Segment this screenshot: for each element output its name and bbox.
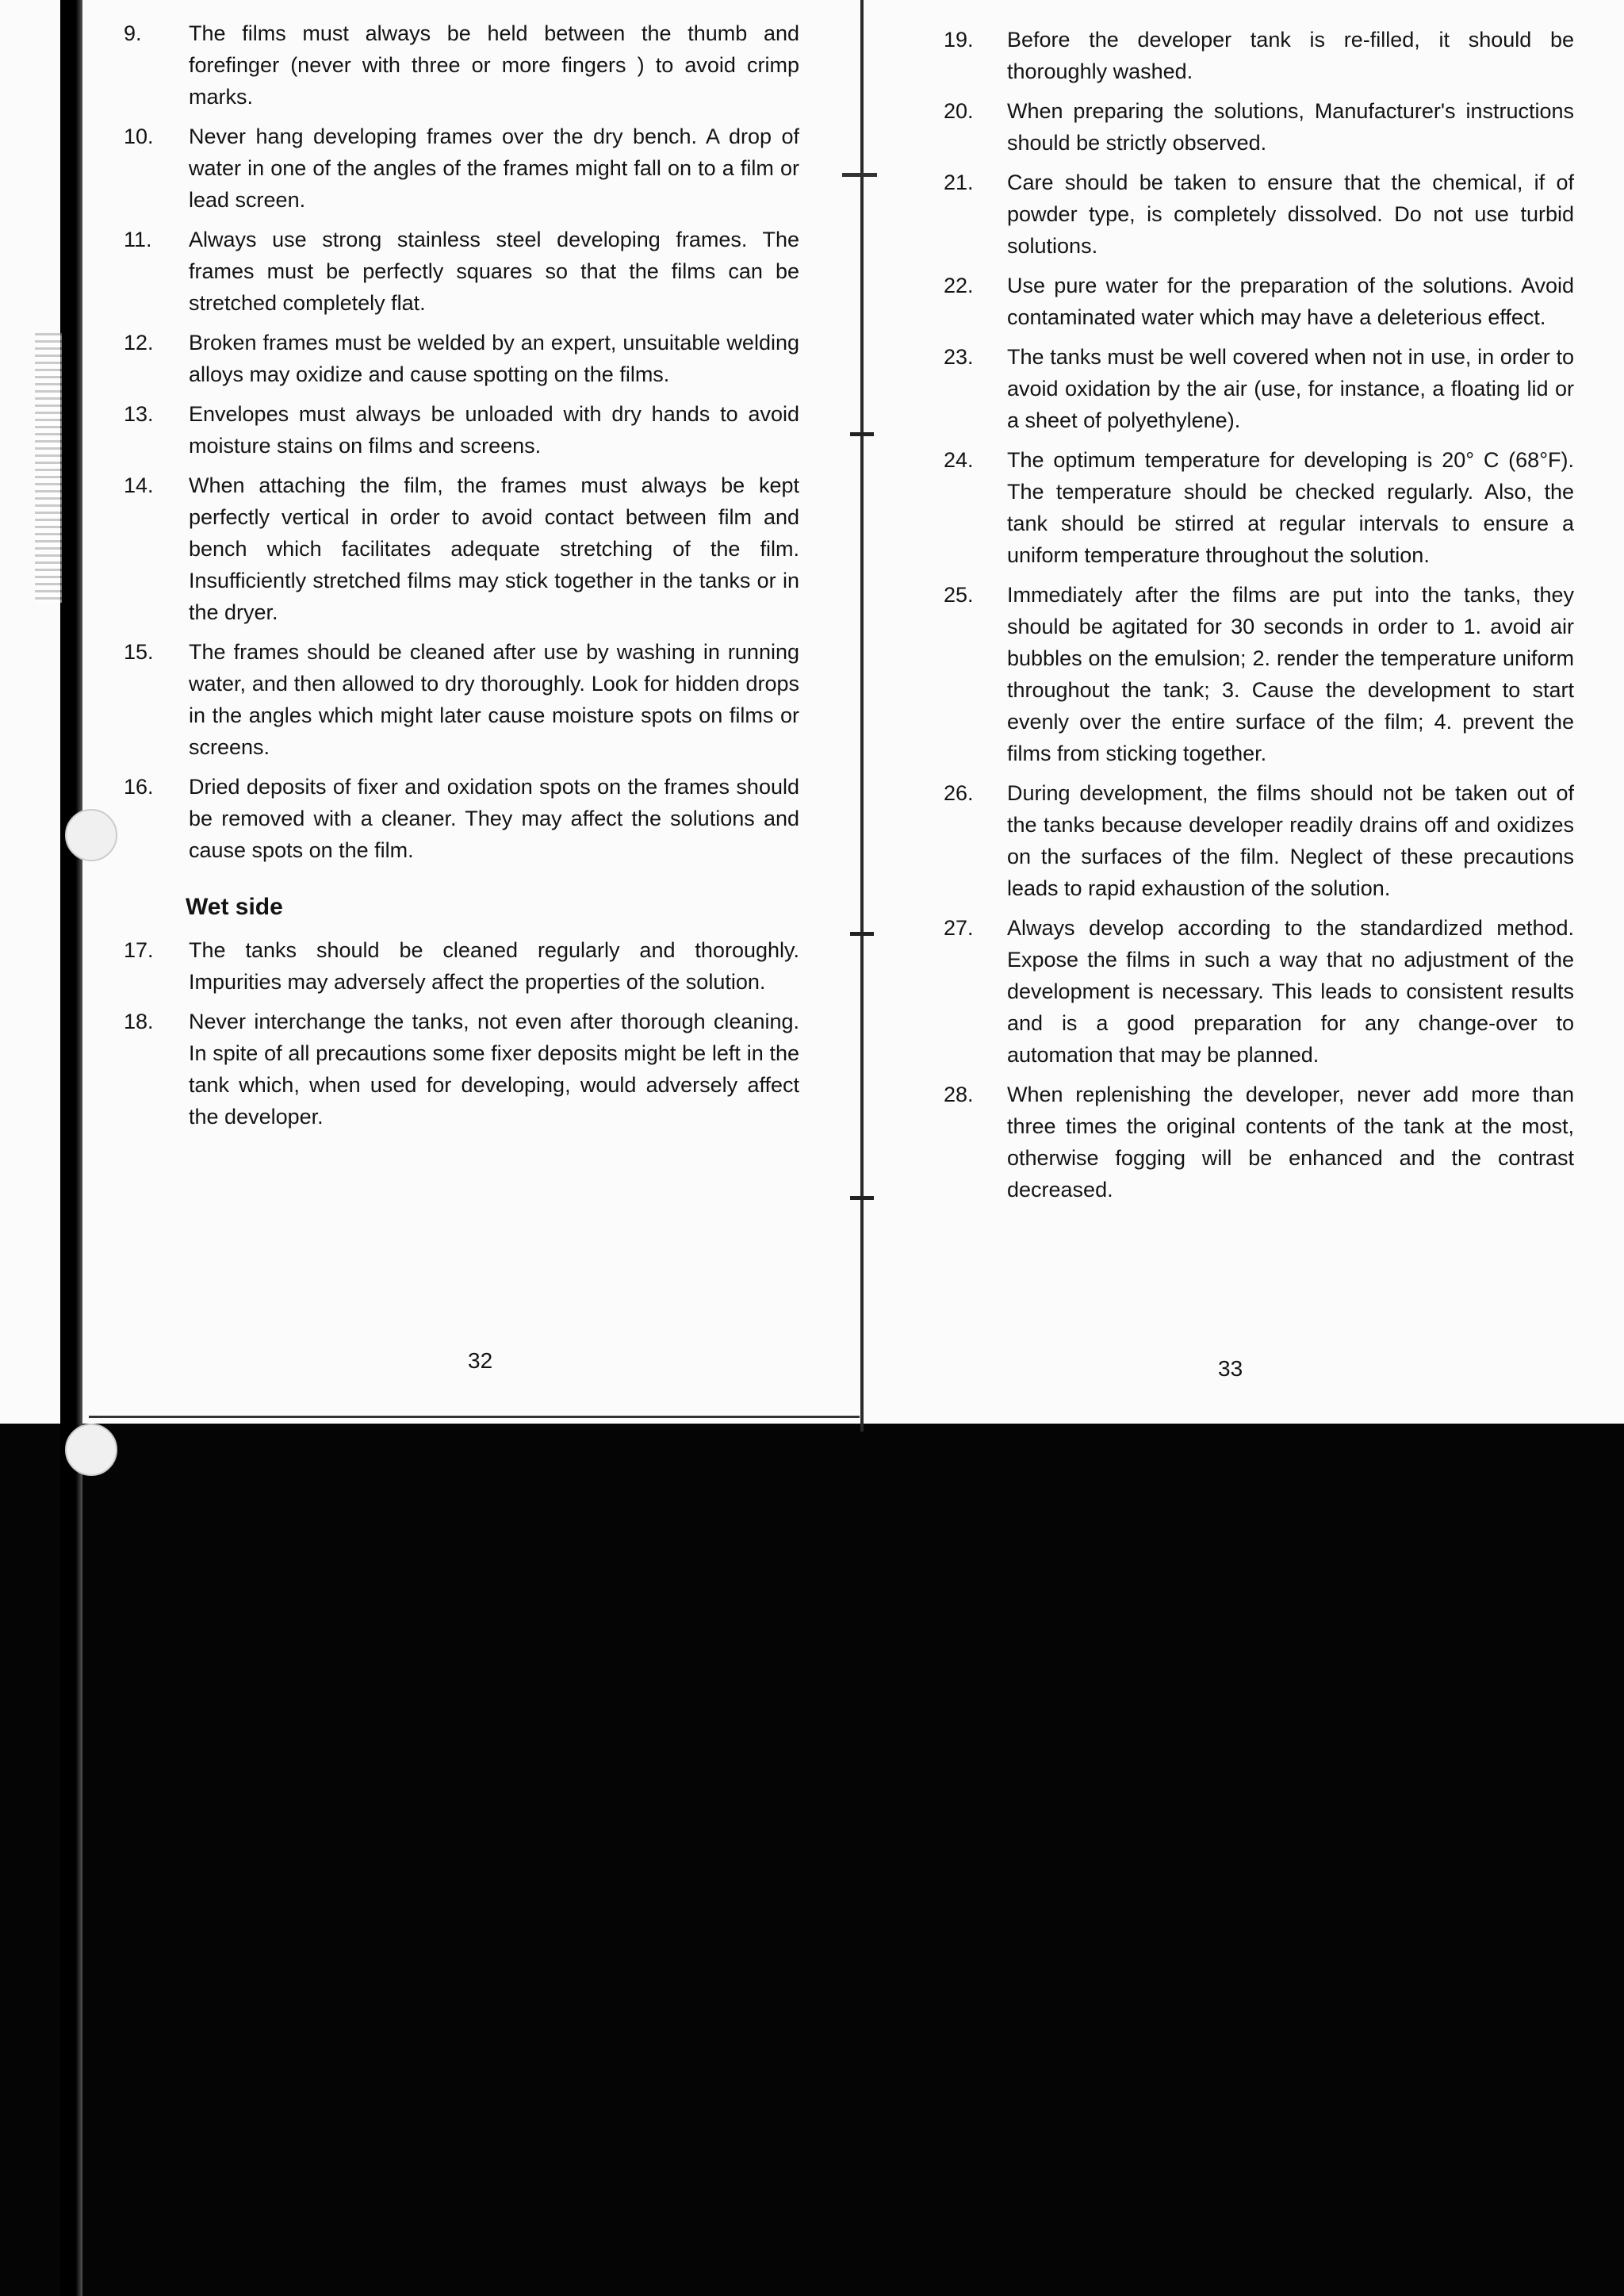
item-number: 19. <box>944 28 974 52</box>
item-text: Before the developer tank is re-filled, it should be thoroughly washed. <box>1007 28 1574 83</box>
punch-hole <box>65 809 117 861</box>
item-number: 17. <box>124 938 154 962</box>
item-text: Dried deposits of fixer and oxidation spots on the frames should be removed with a cleaner. They may affect the solutions and cause spots on the film. <box>189 775 799 862</box>
item-number: 25. <box>944 583 974 607</box>
spine-mark <box>842 173 877 177</box>
item-text: The frames should be cleaned after use by washing in running water, and then allowed to dry thoroughly. Look for hidden drops in the angles which might later cause moisture spots on films or screens. <box>189 640 799 759</box>
spine-mark <box>850 932 874 936</box>
item-text: The tanks should be cleaned regularly and thoroughly. Impurities may adversely affect the properties of the solution. <box>189 938 799 994</box>
item-number: 23. <box>944 345 974 369</box>
item-text: Care should be taken to ensure that the chemical, if of powder type, is completely dissolved. Do not use turbid solutions. <box>1007 171 1574 258</box>
list-item <box>944 341 1574 436</box>
page-edge <box>89 1416 860 1418</box>
list-item <box>944 270 1574 333</box>
list-item <box>124 771 799 866</box>
item-number: 9. <box>124 21 142 45</box>
item-text: Always use strong stainless steel developing frames. The frames must be perfectly squares so that the films can be stretched completely flat. <box>189 228 799 315</box>
item-text: Envelopes must always be unloaded with dry hands to avoid moisture stains on films and screens. <box>189 402 799 458</box>
item-number: 27. <box>944 916 974 940</box>
item-number: 21. <box>944 171 974 194</box>
item-text: Immediately after the films are put into the tanks, they should be agitated for 30 seconds in order to 1. avoid air bubbles on the emulsion; 2. render the temperature uniform throughout the tank; 3. Cause the development to start evenly over the entire surface of the film; 4. prevent the films from sticking together. <box>1007 583 1574 765</box>
item-text: The tanks must be well covered when not in use, in order to avoid oxidation by the air (use, for instance, a floating lid or a sheet of polyethylene). <box>1007 345 1574 432</box>
list-item <box>124 470 799 628</box>
left-page-column <box>124 17 799 1140</box>
item-number: 12. <box>124 331 154 355</box>
binding-edge <box>60 0 82 2296</box>
list-item <box>944 167 1574 262</box>
item-number: 26. <box>944 781 974 805</box>
item-number: 16. <box>124 775 154 799</box>
right-page-column <box>944 24 1574 1213</box>
list-item <box>124 121 799 216</box>
item-text: Always develop according to the standardized method. Expose the films in such a way that no adjustment of the development is necessary. This leads to consistent results and is a good preparation for any change-over to automation that may be planned. <box>1007 916 1574 1067</box>
list-item <box>944 579 1574 769</box>
spine-mark <box>850 1196 874 1200</box>
list-item <box>944 1079 1574 1205</box>
item-text: When attaching the film, the frames must always be kept perfectly vertical in order to avoid contact between film and bench which facilitates adequate stretching of the film. Insufficiently stretched films may stick together in the tanks or in the dryer. <box>189 473 799 624</box>
item-text: Never interchange the tanks, not even after thorough cleaning. In spite of all precautions some fixer deposits might be left in the tank which, when used for developing, would adversely affect the developer. <box>189 1010 799 1129</box>
item-text: The optimum temperature for developing is 20° C (68°F). The temperature should be checked regularly. Also, the tank should be stirred at regular intervals to ensure a uniform temperature throughout the solution. <box>1007 448 1574 567</box>
list-item <box>944 444 1574 571</box>
page-number: 32 <box>468 1348 493 1373</box>
punch-hole <box>65 1424 117 1476</box>
item-text: When preparing the solutions, Manufacturer's instructions should be strictly observed. <box>1007 99 1574 155</box>
item-text: When replenishing the developer, never add more than three times the original contents of the tank at the most, otherwise fogging will be enhanced and the contrast decreased. <box>1007 1083 1574 1202</box>
item-number: 22. <box>944 274 974 297</box>
page-spine <box>860 0 864 1432</box>
list-item <box>944 24 1574 87</box>
list-item <box>944 912 1574 1071</box>
item-number: 10. <box>124 125 154 148</box>
item-text: Broken frames must be welded by an expert, unsuitable welding alloys may oxidize and cause spotting on the films. <box>189 331 799 386</box>
list-item <box>124 1006 799 1133</box>
list-item <box>124 17 799 113</box>
list-item <box>944 777 1574 904</box>
scan-background <box>0 1424 1624 2296</box>
list-item <box>944 95 1574 159</box>
list-item <box>124 636 799 763</box>
item-number: 14. <box>124 473 154 497</box>
item-number: 18. <box>124 1010 154 1033</box>
item-number: 20. <box>944 99 974 123</box>
scan-noise <box>35 333 62 603</box>
list-item <box>124 934 799 998</box>
item-number: 15. <box>124 640 154 664</box>
item-number: 13. <box>124 402 154 426</box>
list-item <box>124 224 799 319</box>
page-number: 33 <box>1218 1356 1243 1381</box>
item-number: 28. <box>944 1083 974 1106</box>
item-text: During development, the films should not be taken out of the tanks because developer readily drains off and oxidizes on the surfaces of the film. Neglect of these precautions leads to rapid exhaustion of the solution. <box>1007 781 1574 900</box>
list-item <box>124 327 799 390</box>
section-heading: Wet side <box>186 894 283 920</box>
spine-mark <box>850 432 874 436</box>
item-number: 11. <box>124 228 152 251</box>
item-text: Never hang developing frames over the dry bench. A drop of water in one of the angles of the frames might fall on to a film or lead screen. <box>189 125 799 212</box>
item-text: Use pure water for the preparation of the solutions. Avoid contaminated water which may have a deleterious effect. <box>1007 274 1574 329</box>
item-number: 24. <box>944 448 974 472</box>
item-text: The films must always be held between the thumb and forefinger (never with three or more fingers ) to avoid crimp marks. <box>189 21 799 109</box>
list-item <box>124 398 799 462</box>
